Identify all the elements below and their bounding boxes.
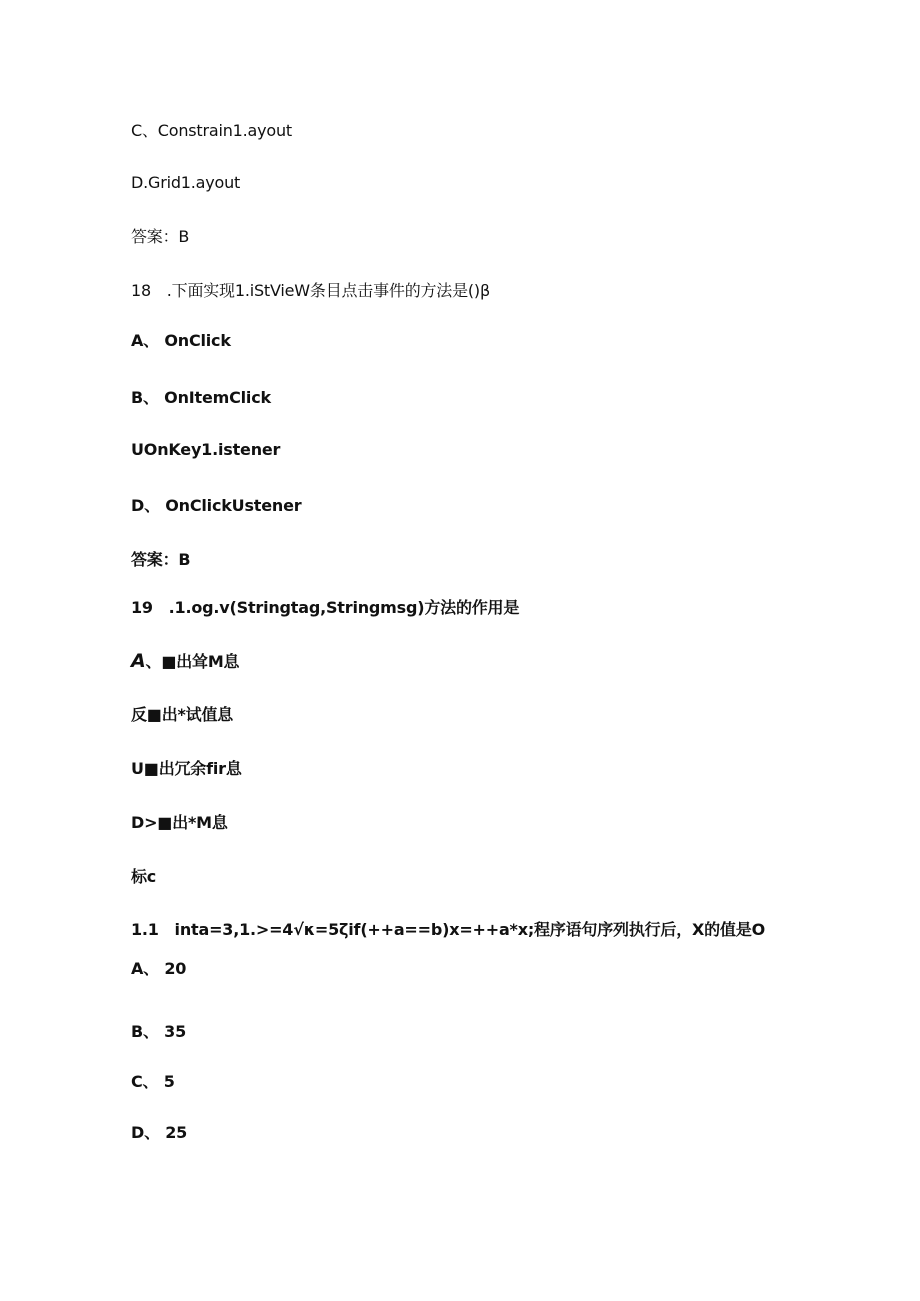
answer-17: 答案：B xyxy=(131,227,190,246)
question-20: 1.1 inta=3,1.>=4√κ=5ζif(++a==b)x=++a*x;程序语句序列执行后，X的值是O xyxy=(131,920,765,939)
option-a-onclick: A、 OnClick xyxy=(131,331,231,350)
option-a-20: A、 20 xyxy=(131,959,187,978)
question-19: 19 .1.og.v(Stringtag,Stringmsg)方法的作用是 xyxy=(131,598,520,617)
option-a-19 xyxy=(131,651,239,672)
option-d-25: D、 25 xyxy=(131,1123,188,1142)
option-b-19: 反■出*试值息 xyxy=(131,705,234,724)
option-c-19: U■出冗余fir息 xyxy=(131,759,242,778)
option-b-onitemclick: B、 OnItemClick xyxy=(131,388,271,407)
option-a-19-text: 、■出耸M息 xyxy=(145,652,240,671)
option-c-5: C、 5 xyxy=(131,1072,175,1091)
option-letter-a: A xyxy=(131,650,146,672)
option-d-19: D>■出*M息 xyxy=(131,813,228,832)
option-c-onkeylistener: UOnKey1.istener xyxy=(131,440,281,459)
option-b-35: B、 35 xyxy=(131,1022,187,1041)
option-c-constraintlayout: C、Constrain1.ayout xyxy=(131,121,292,140)
option-d-gridlayout: D.Grid1.ayout xyxy=(131,173,241,192)
answer-19: 标c xyxy=(131,867,157,886)
question-18: 18 .下面实现1.iStVieW条目点击事件的方法是()β xyxy=(131,281,490,300)
answer-18: 答案：B xyxy=(131,550,191,569)
option-d-onclicklistener: D、 OnClickUstener xyxy=(131,496,302,515)
